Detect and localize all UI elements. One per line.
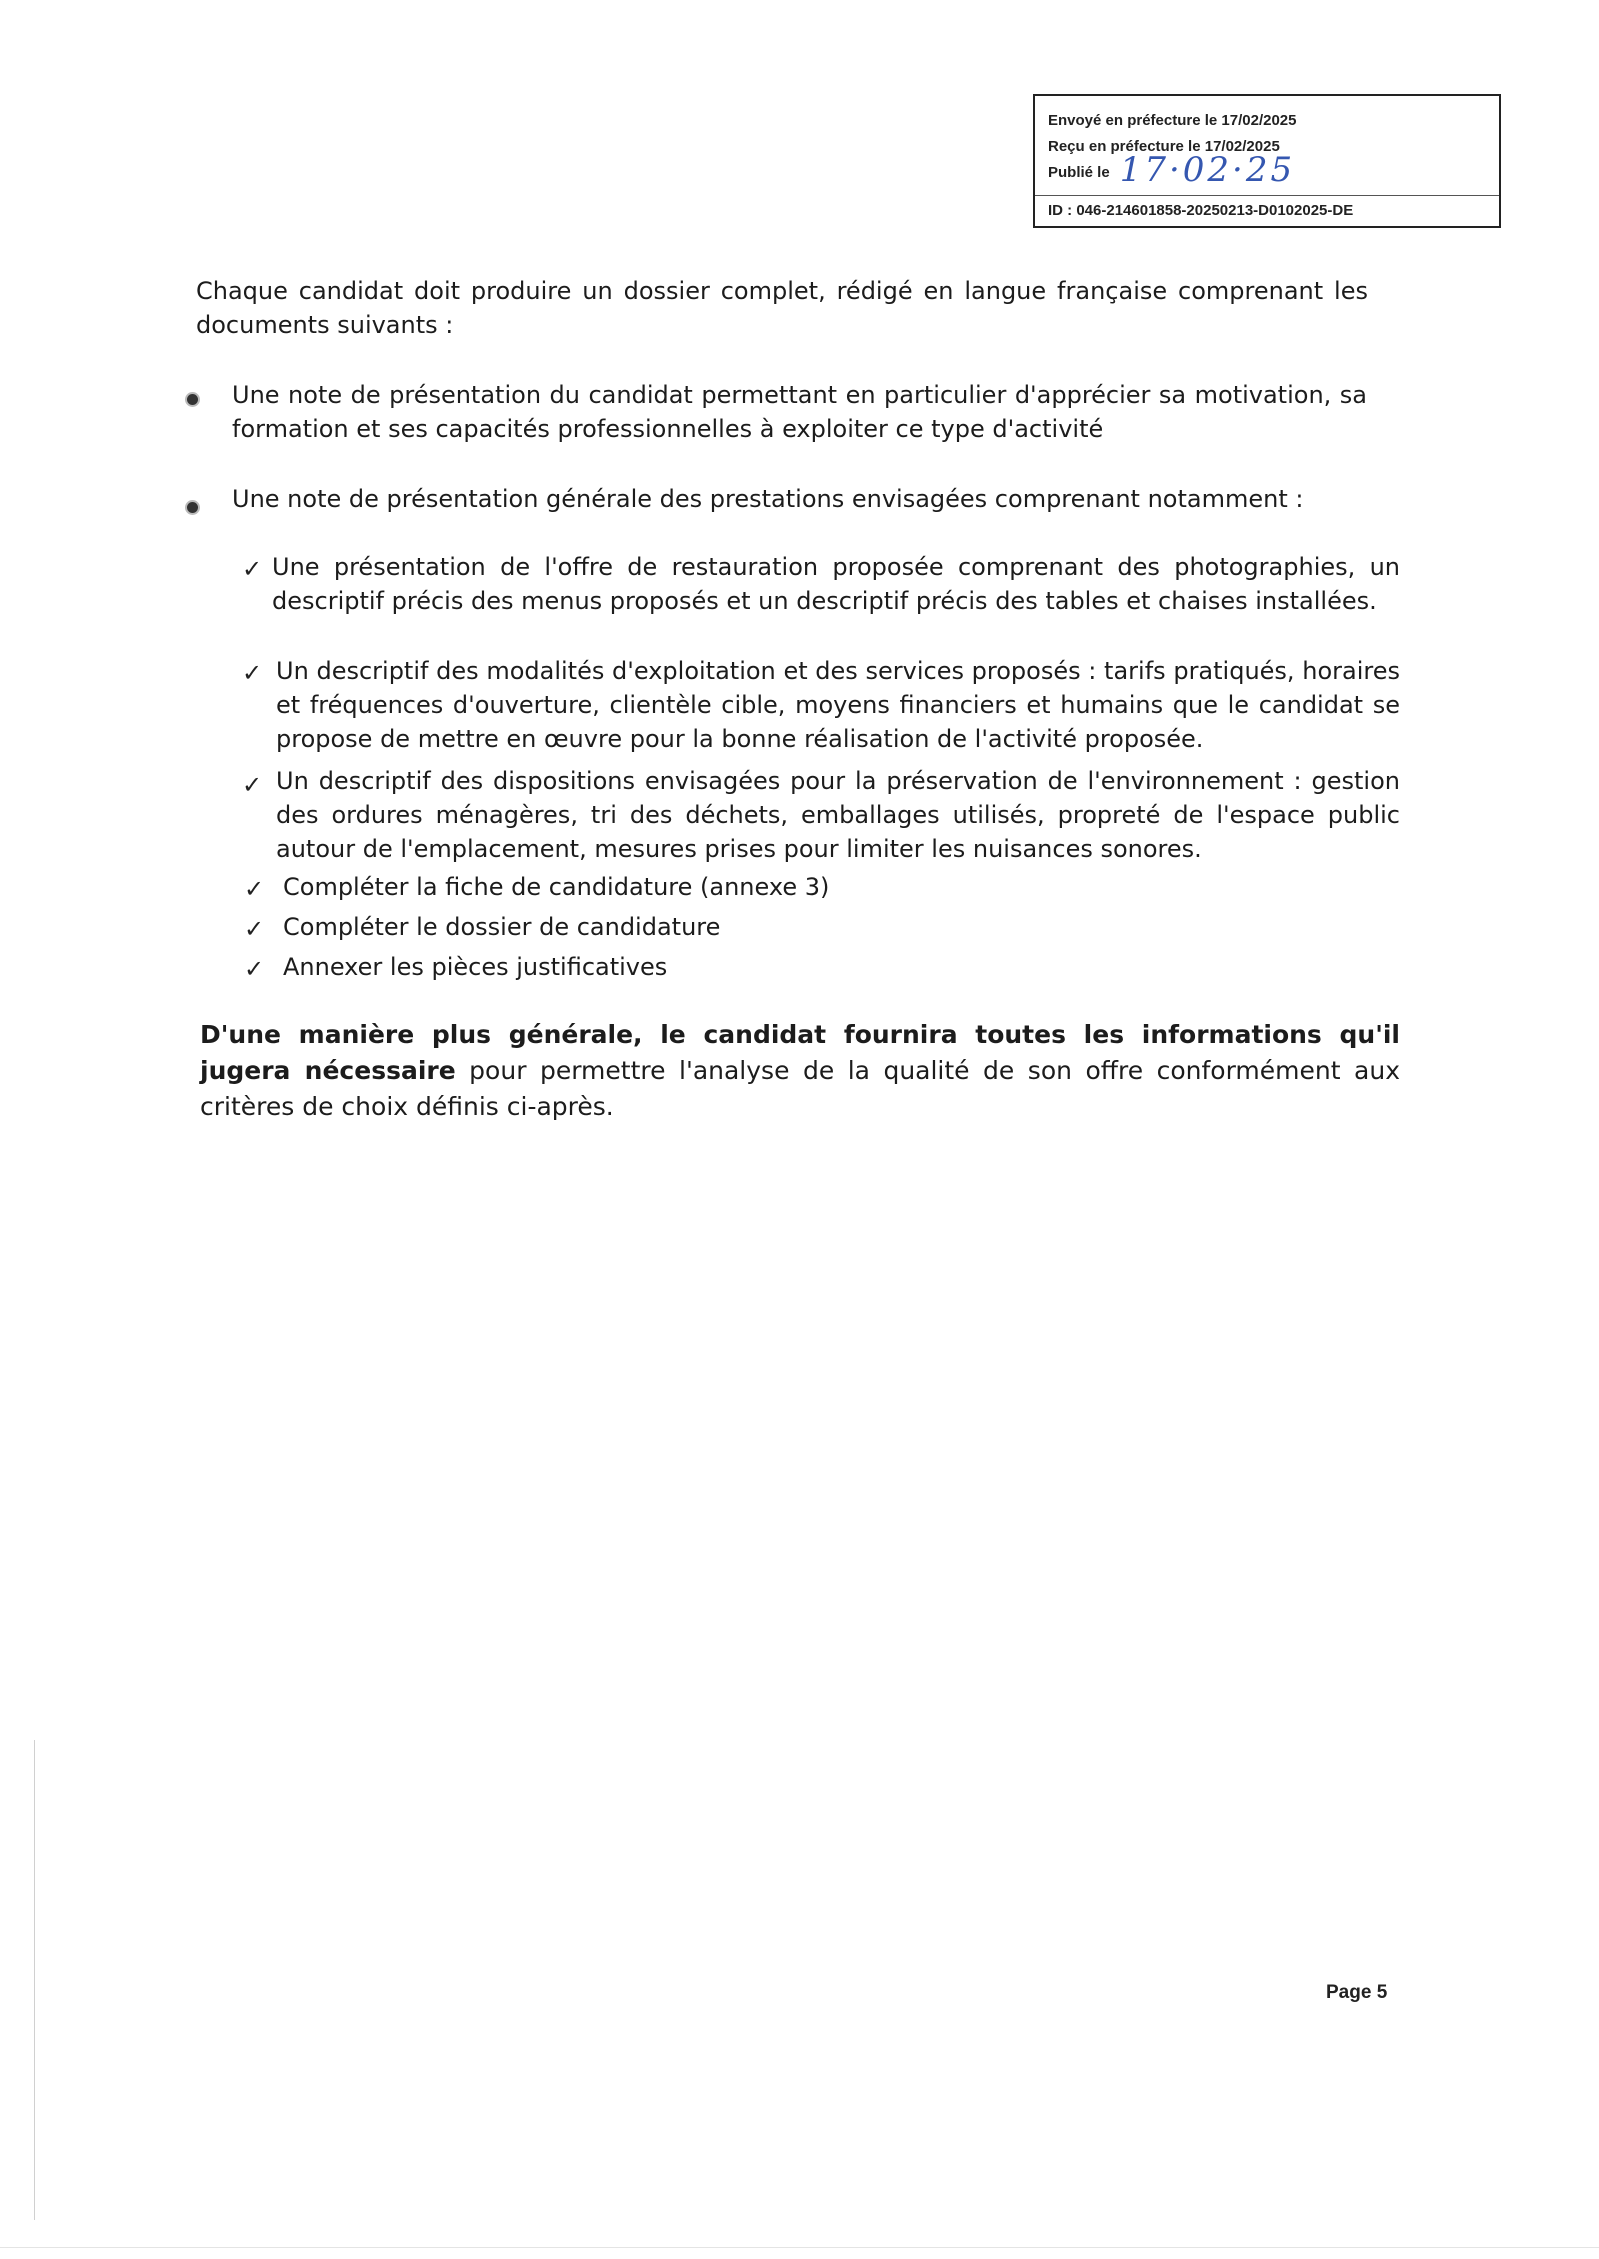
- scan-artifact-line: [34, 1740, 35, 2220]
- stamp-published: [1048, 150, 1499, 191]
- checkmark-icon: ✓: [242, 555, 263, 583]
- checkmark-icon: ✓: [244, 875, 265, 903]
- intro-paragraph: Chaque candidat doit produire un dossier complet, rédigé en langue française comprenant les documents suivants :: [196, 277, 1368, 339]
- subitem-5: Compléter le dossier de candidature: [283, 913, 721, 941]
- subitem-1: [272, 550, 1400, 618]
- conclusion-bold: D'une manière plus générale, le candidat fournira toutes les informations qu'il jugera nécessaire: [200, 1020, 1400, 1085]
- checkmark-icon: ✓: [244, 955, 265, 983]
- checkmark-icon: ✓: [242, 771, 263, 799]
- subitem-3: [276, 764, 1400, 866]
- bullet-dot-icon: [187, 394, 198, 405]
- bullet-item-1: Une note de présentation du candidat permettant en particulier d'apprécier sa motivation, sa formation et ses capacités professionnelles à exploiter ce type d'activité: [232, 381, 1367, 443]
- subitem-4: Compléter la fiche de candidature (annexe 3): [283, 873, 830, 901]
- stamp-received: Reçu en préfecture le 17/02/2025: [1048, 138, 1280, 155]
- subitem-6: Annexer les pièces justificatives: [283, 953, 668, 981]
- subitem-3-text: Un descriptif des dispositions envisagées pour la préservation de l'environnement : gestion des ordures ménagères, tri des déchets, emballages utilisés, propreté de l'espace public autour de l'emplacement, mesures prises pour limiter les nuisances sonores.: [276, 767, 1400, 863]
- conclusion-paragraph: [200, 1017, 1400, 1125]
- stamp-handwritten-date: 17·02·25: [1119, 150, 1296, 191]
- bullet-item-2: Une note de présentation générale des prestations envisagées comprenant notamment :: [232, 485, 1304, 513]
- stamp-sent: Envoyé en préfecture le 17/02/2025: [1048, 112, 1297, 129]
- page-number: Page 5: [1326, 1982, 1388, 2003]
- stamp-published-label: Publié le: [1048, 164, 1110, 182]
- bullet-dot-icon: [187, 502, 198, 513]
- subitem-2: [276, 654, 1400, 756]
- subitem-2-text: Un descriptif des modalités d'exploitation et des services proposés : tarifs pratiqués, horaires et fréquences d'ouverture, clientèle cible, moyens financiers et humains que le candidat se propose de mettre en œuvre pour la bonne réalisation de l'activité proposée.: [276, 657, 1400, 753]
- stamp-id: ID : 046-214601858-20250213-D0102025-DE: [1035, 195, 1499, 226]
- prefecture-stamp: [1033, 94, 1501, 228]
- checkmark-icon: ✓: [244, 915, 265, 943]
- subitem-1-text: Une présentation de l'offre de restauration proposée comprenant des photographies, un descriptif précis des menus proposés et un descriptif précis des tables et chaises installées.: [272, 553, 1400, 615]
- conclusion-rest: pour permettre l'analyse de la qualité de son offre conformément aux critères de choix définis ci-après.: [200, 1056, 1400, 1121]
- checkmark-icon: ✓: [242, 659, 263, 687]
- scan-artifact-line: [0, 2247, 1599, 2248]
